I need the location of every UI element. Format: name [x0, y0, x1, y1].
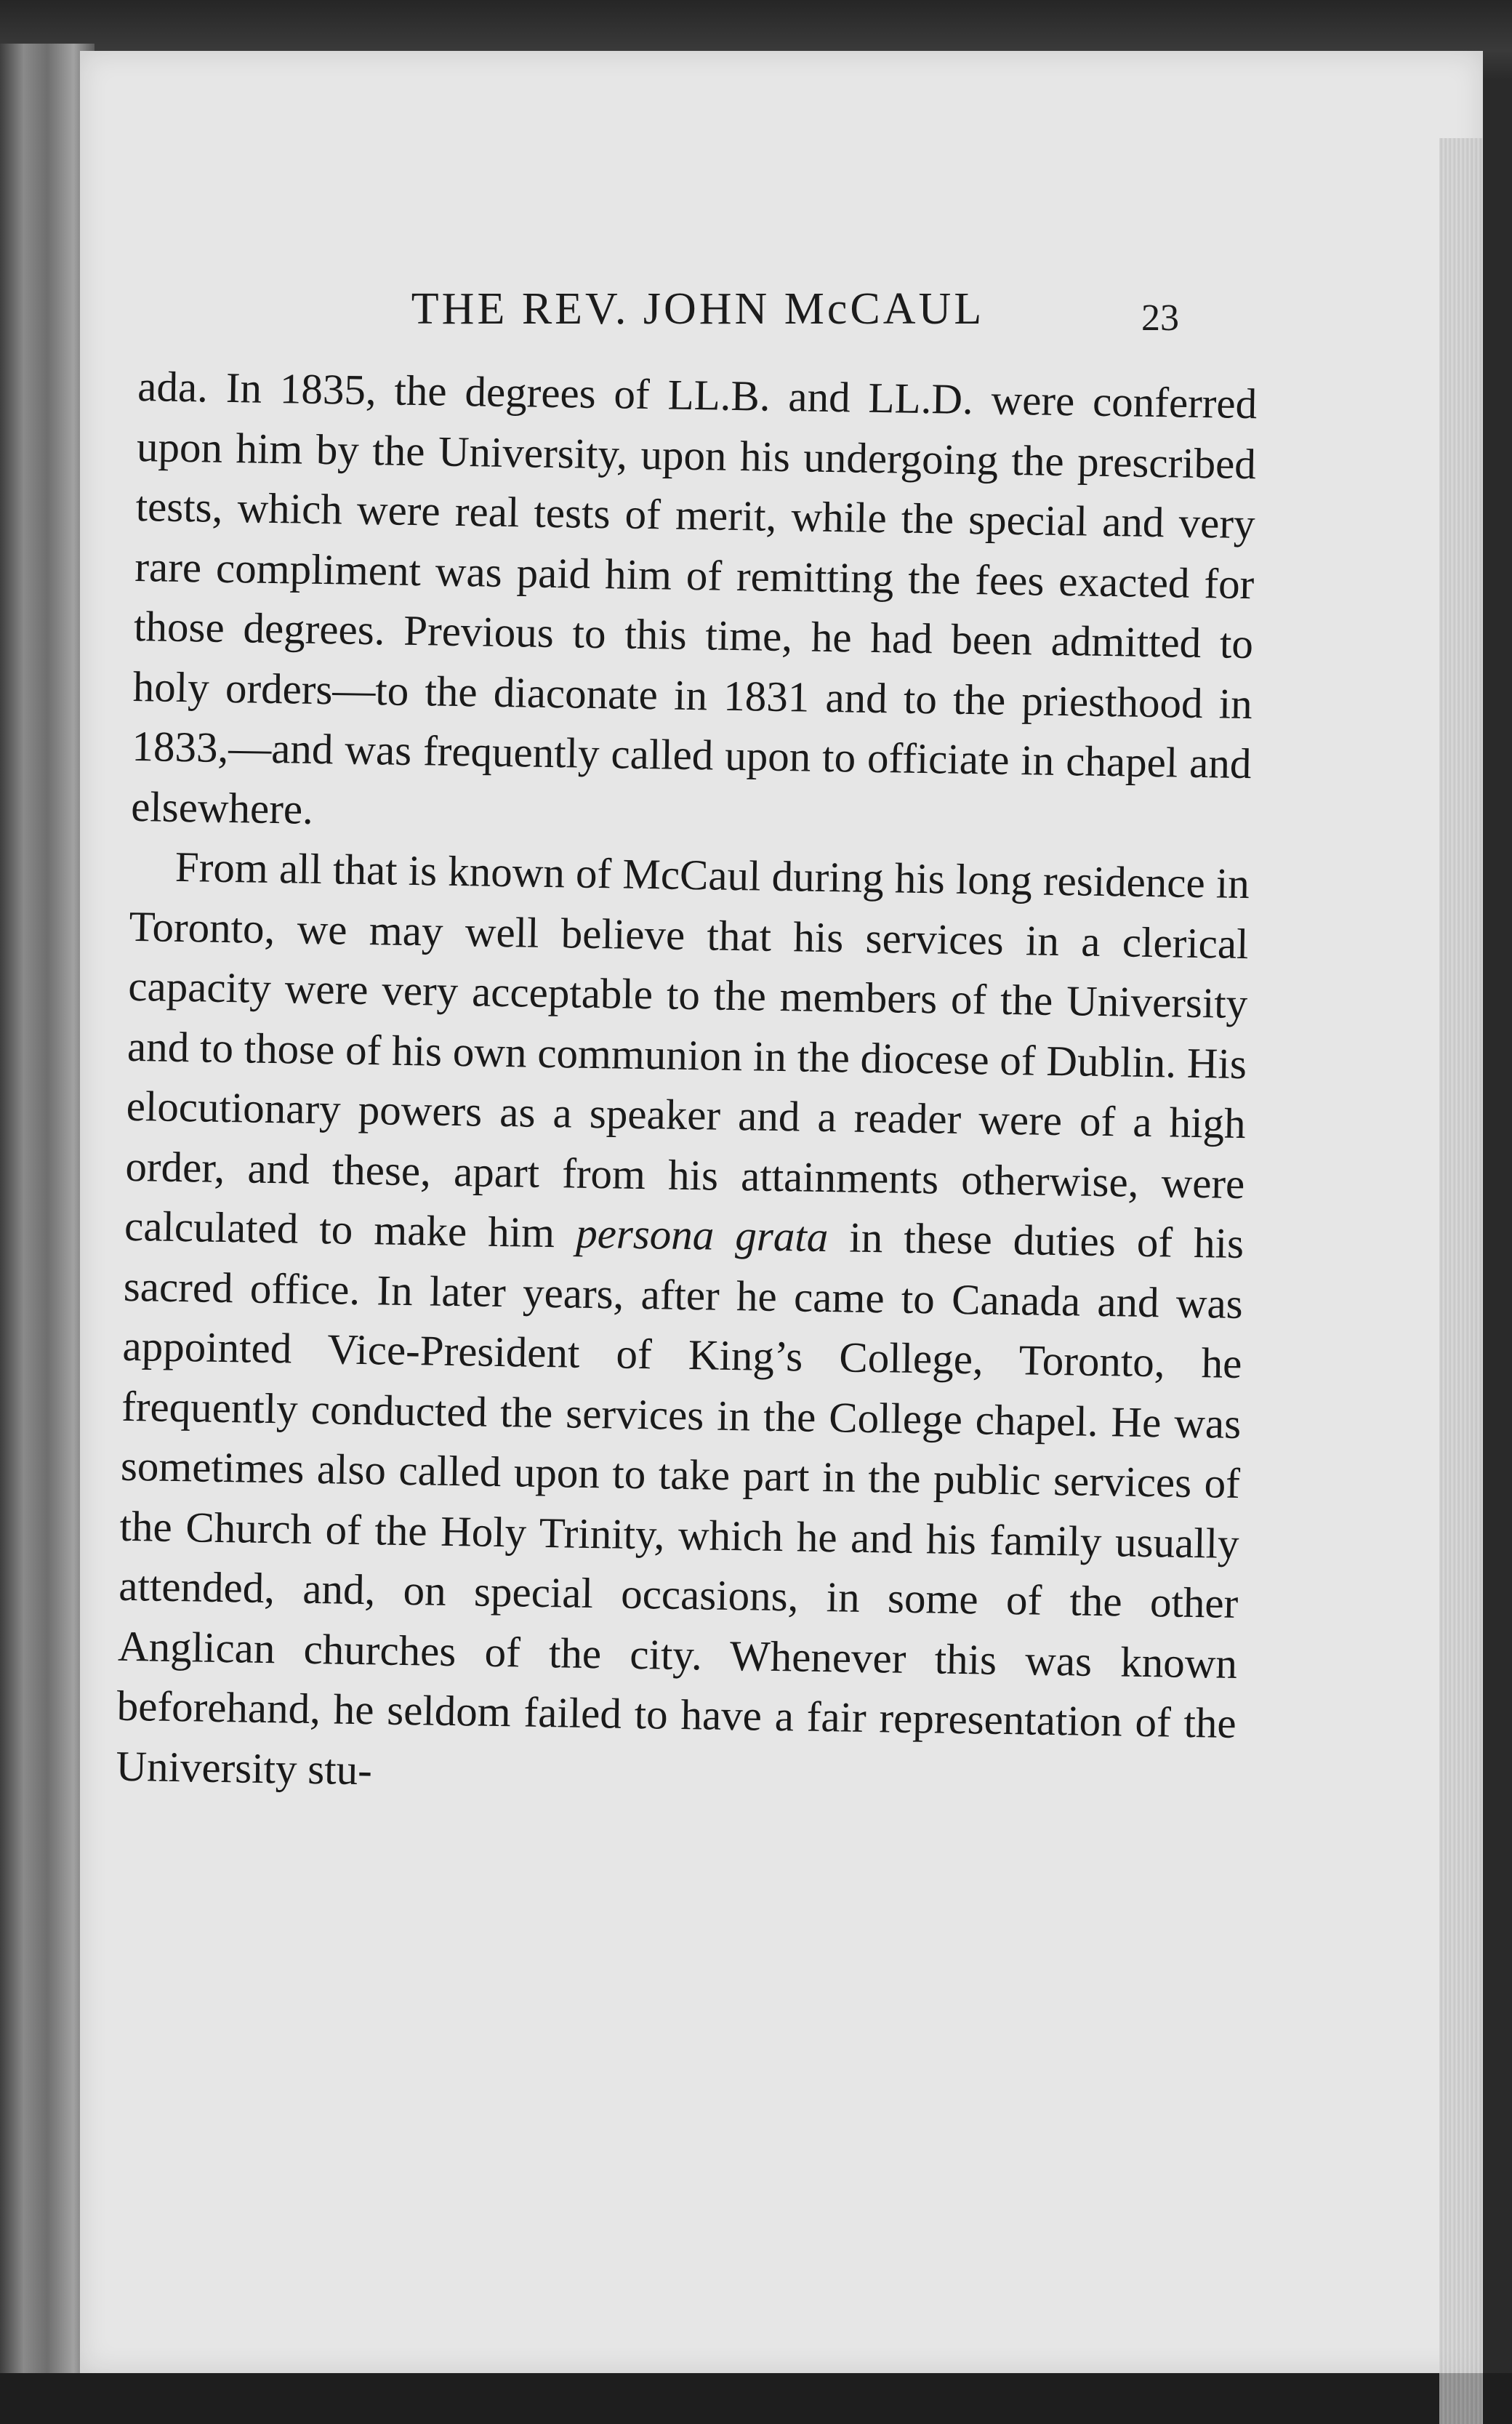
paragraph-1: ada. In 1835, the degrees of LL.B. and LL.D. were conferred upon him by the University, upon his undergoing the prescribed tests, which were real tests of merit, while the special and very rare compliment was paid him of remitting the fees exacted for those degrees. Previous to this time, he had been admitted to holy orders—to the diaconate in 1831 and to the priesthood in 1833,—and was frequently called upon to officiate in chapel and elsewhere. [130, 361, 1258, 833]
page-number: 23 [1141, 297, 1179, 339]
running-head: THE REV. JOHN McCAUL [411, 284, 985, 334]
paragraph-2-part-1: From all that is known of McCaul during his long residence in Toronto, we may well believe that his services in a clerical capacity were very acceptable to the members of the University and to those of his own communion in the diocese of Dublin. His elocutionary powers as a speaker and a reader were of a high order, and these, apart from his attainments otherwise, were calculated to make him [124, 842, 1250, 1257]
paragraph-2-part-2: in these duties of his sacred office. In later years, after he came to Canada and was appointed Vice-President of King’s College, Toronto, he frequently conducted the services in the College chapel. He was sometimes also called upon to take part in the public services of the Church of the Holy Trinity, which he and his family usually attended, and, on special occasions, in some of the other Anglican churches of the city. Whenever this was known beforehand, he seldom failed to have a fair representation of the University stu- [116, 1213, 1244, 1794]
book-page [80, 51, 1483, 2373]
paragraph-2-italic: persona grata [575, 1208, 829, 1261]
page-header [80, 284, 1403, 339]
body-text [116, 356, 1258, 1813]
page-edge [1439, 138, 1483, 2424]
paragraph-2 [116, 836, 1250, 1813]
